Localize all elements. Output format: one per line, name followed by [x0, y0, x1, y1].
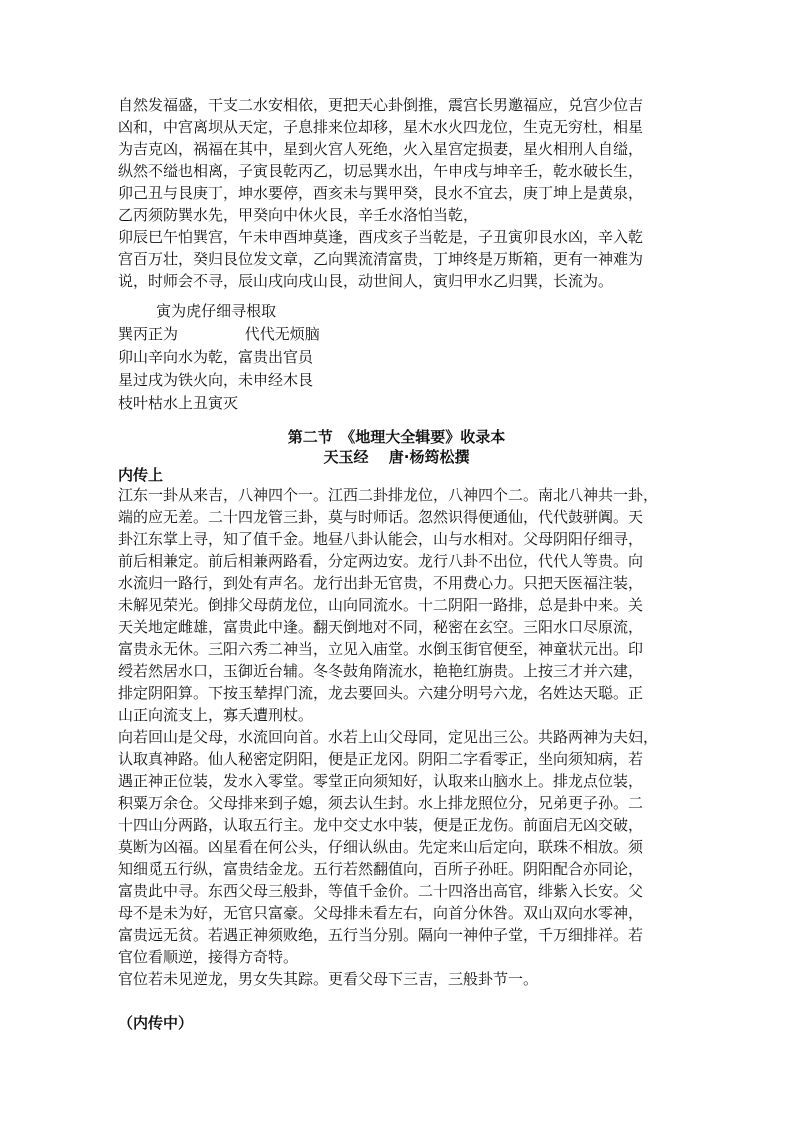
text-line: 富贵永无休。三阳六秀二神当，立见入庙堂。水倒玉街官便至，神童状元出。印: [118, 640, 644, 658]
text-line: 官位若未见逆龙，男女失其踪。更看父母下三吉，三般卦节一。: [118, 970, 539, 988]
text-line: 认取真神路。仙人秘密定阴阳，便是正龙冈。阴阳二字看零正，坐向须知病，若: [118, 750, 644, 768]
text-line: 乙丙须防巽水先，甲癸向中休火艮，辛壬水洛怕当乾，: [118, 206, 479, 224]
text-line: 排定阴阳算。下按玉辇捍门流，龙去要回头。六建分明号六龙，名姓达天聪。正: [118, 684, 644, 702]
text-line: 向若回山是父母，水流回向首。水若上山父母同，定见出三公。共路两神为夫妇，: [118, 728, 659, 746]
text-line: 母不是未为好，无官只富豪。父母排未看左右，向首分休咎。双山双向水零神，: [118, 904, 644, 922]
text-line: 卯辰巳午怕巽宫，午未申酉坤莫逢，酉戌亥子当乾是，子丑寅卯艮水凶，辛入乾: [118, 228, 644, 246]
text-line: 江东一卦从来吉，八神四个一。江西二卦排龙位，八神四个二。南北八神共一卦，: [118, 486, 659, 504]
text-line: 富贵此中寻。东西父母三般卦，等值千金价。二十四洛出高官，绯紫入长安。父: [118, 882, 644, 900]
text-line: 说，时师会不寻，辰山戌向戌山艮，动世间人，寅归甲水乙归巽，长流为。: [118, 272, 614, 290]
text-line: 为吉克凶，祸福在其中，星到火宫人死绝，火入星宫定损妻，星火相刑人自缢，: [118, 140, 644, 158]
text-line: 未解见荣光。倒排父母荫龙位，山向同流水。十二阴阳一路排，总是卦中来。关: [118, 596, 644, 614]
part-label: 内传上: [118, 466, 164, 484]
text-line: 绶若然居水口，玉御近台辅。冬冬鼓角隋流水，艳艳红旃贵。上按三才并六建，: [118, 662, 644, 680]
text-line: 富贵远无贫。若遇正神须败绝，五行当分别。隔向一神仲子堂，千万细排祥。若: [118, 926, 644, 944]
verse-line: 寅为虎仔细寻根取: [118, 302, 277, 320]
verse-line: 星过戌为铁火向，未申经木艮: [118, 371, 314, 389]
text-line: 纵然不缢也相离，子寅艮乾丙乙，切忌巽水出，午申戌与坤辛壬，乾水破长生，: [118, 162, 644, 180]
section-title: 第二节 《地理大全辑要》收录本: [287, 428, 506, 446]
body-paragraph-1: [118, 484, 678, 726]
intro-paragraph: [118, 94, 678, 292]
text-line: 卦江东掌上寻，知了值千金。地昼八卦认能会，山与水相对。父母阴阳仔细寻，: [118, 530, 644, 548]
text-line: 天关地定雌雄，富贵此中逢。翻天倒地对不同，秘密在玄空。三阳水口尽原流，: [118, 618, 644, 636]
text-line: 宫百万壮，癸归艮位发文章，乙向巽流清富贵，丁坤终是万斯箱，更有一神难为: [118, 250, 644, 268]
body-paragraph-3: [118, 968, 678, 990]
text-line: 官位看顺逆，接得方奇特。: [118, 948, 299, 966]
text-line: 自然发福盛，干支二水安相依，更把天心卦倒推，震宫长男邀福应，兑宫少位吉: [118, 96, 644, 114]
verse-line: 巽丙正为 代代无烦脑: [118, 325, 320, 343]
text-line: 前后相兼定。前后相兼两路看，分定两边安。龙行八卦不出位，代代人等贵。向: [118, 552, 644, 570]
text-line: 凶和，中宫离坝从天定，子息排来位却移，星木水火四龙位，生克无穷杜，相星: [118, 118, 644, 136]
text-line: 莫断为凶福。凶星看在何公头，仔细认纵由。先定来山后定向，联珠不相放。须: [118, 838, 644, 856]
verse-line: 卯山辛向水为乾，富贵出官员: [118, 348, 314, 366]
text-line: 山正向流支上，寡夭遭刑杖。: [118, 706, 314, 724]
verse-block: [118, 300, 578, 415]
section-subtitle: 天玉经 唐·杨筠松撰: [323, 448, 470, 466]
text-line: 十四山分两路，认取五行主。龙中交丈水中装，便是正龙伤。前面启无凶交破，: [118, 816, 644, 834]
text-line: 积粟万余仓。父母排来到子媳，须去认生封。水上排龙照位分，兄弟更子孙。二: [118, 794, 644, 812]
text-line: 遇正神正位装，发水入零堂。零堂正向须知好，认取来山脑水上。排龙点位装，: [118, 772, 644, 790]
text-line: 卯己丑与艮庚丁，坤水要停，酉亥未与巽甲癸，艮水不宜去，庚丁坤上是黄泉，: [118, 184, 644, 202]
verse-line: 枝叶枯水上丑寅灭: [118, 394, 239, 412]
text-line: 知细觅五行纵，富贵结金龙。五行若然翻值向，百所子孙旺。阴阳配合亦同论，: [118, 860, 644, 878]
body-paragraph-2: [118, 726, 678, 968]
text-line: 水流归一路行，到处有声名。龙行出卦无官贵，不用费心力。只把天医福注装，: [118, 574, 644, 592]
next-part-label: （内传中）: [118, 1014, 194, 1032]
text-line: 端的应无差。二十四龙管三卦，莫与时师话。忽然识得便通仙，代代鼓骈阗。天: [118, 508, 644, 526]
